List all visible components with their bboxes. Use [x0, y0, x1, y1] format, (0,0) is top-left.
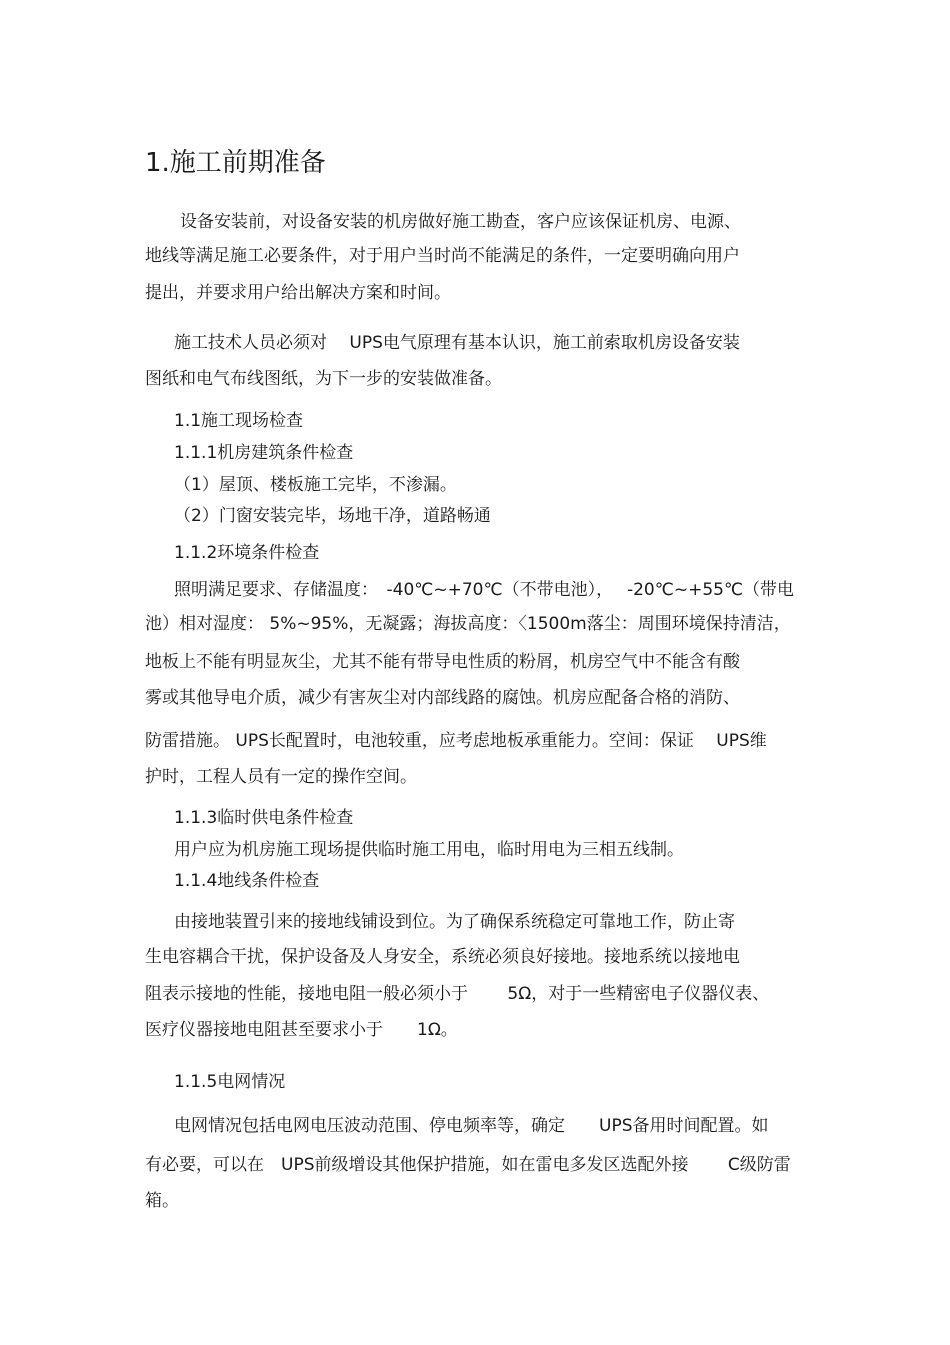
paragraph-line: 箱。 [145, 1191, 179, 1211]
paragraph-line: 地板上不能有明显灰尘，尤其不能有带导电性质的粉屑，机房空气中不能含有酸 [145, 652, 740, 672]
section-heading: 1.1.1机房建筑条件检查 [174, 443, 354, 463]
paragraph-line: 地线等满足施工必要条件，对于用户当时尚不能满足的条件，一定要明确向用户 [145, 246, 740, 266]
paragraph-line: 照明满足要求、存储温度： -40℃~+70℃（不带电池）， -20℃~+55℃（带电 [174, 580, 795, 600]
list-item: （2）门窗安装完毕，场地干净，道路畅通 [174, 506, 491, 526]
paragraph-line: 有必要，可以在 UPS前级增设其他保护措施，如在雷电多发区选配外接 C级防雷 [145, 1155, 791, 1175]
paragraph-line: 电网情况包括电网电压波动范围、停电频率等，确定 UPS备用时间配置。如 [174, 1116, 769, 1136]
section-heading: 1.1.3临时供电条件检查 [174, 808, 354, 828]
paragraph-line: 施工技术人员必须对 UPS电气原理有基本认识，施工前索取机房设备安装 [174, 333, 740, 353]
section-heading: 1.1施工现场检查 [174, 411, 304, 431]
section-title: 1.施工前期准备 [145, 148, 326, 178]
paragraph-line: 雾或其他导电介质，减少有害灰尘对内部线路的腐蚀。机房应配备合格的消防、 [145, 688, 740, 708]
list-item: （1）屋顶、楼板施工完毕，不渗漏。 [174, 475, 457, 495]
paragraph-line: 医疗仪器接地电阻甚至要求小于 1Ω。 [145, 1020, 458, 1040]
paragraph-line: 图纸和电气布线图纸，为下一步的安装做准备。 [145, 369, 502, 389]
section-heading: 1.1.4地线条件检查 [174, 871, 320, 891]
section-heading: 1.1.5电网情况 [174, 1072, 286, 1092]
paragraph-line: 防雷措施。 UPS长配置时，电池较重，应考虑地板承重能力。空间：保证 UPS维 [145, 731, 767, 751]
paragraph-line: 由接地装置引来的接地线铺设到位。为了确保系统稳定可靠地工作，防止寄 [174, 912, 735, 932]
section-heading: 1.1.2环境条件检查 [174, 543, 320, 563]
paragraph-line: 生电容耦合干扰，保护设备及人身安全，系统必须良好接地。接地系统以接地电 [145, 947, 740, 967]
paragraph-line: 池）相对湿度： 5%~95%，无凝露；海拔高度：〈1500m落尘：周围环境保持清洁， [145, 614, 791, 634]
paragraph-line: 阻表示接地的性能，接地电阻一般必须小于 5Ω，对于一些精密电子仪器仪表、 [145, 984, 770, 1004]
paragraph-line: 用户应为机房施工现场提供临时施工用电，临时用电为三相五线制。 [174, 840, 684, 860]
paragraph-line: 设备安装前，对设备安装的机房做好施工勘查，客户应该保证机房、电源、 [180, 212, 741, 232]
paragraph-line: 护时，工程人员有一定的操作空间。 [145, 767, 417, 787]
paragraph-line: 提出，并要求用户给出解决方案和时间。 [145, 283, 451, 303]
